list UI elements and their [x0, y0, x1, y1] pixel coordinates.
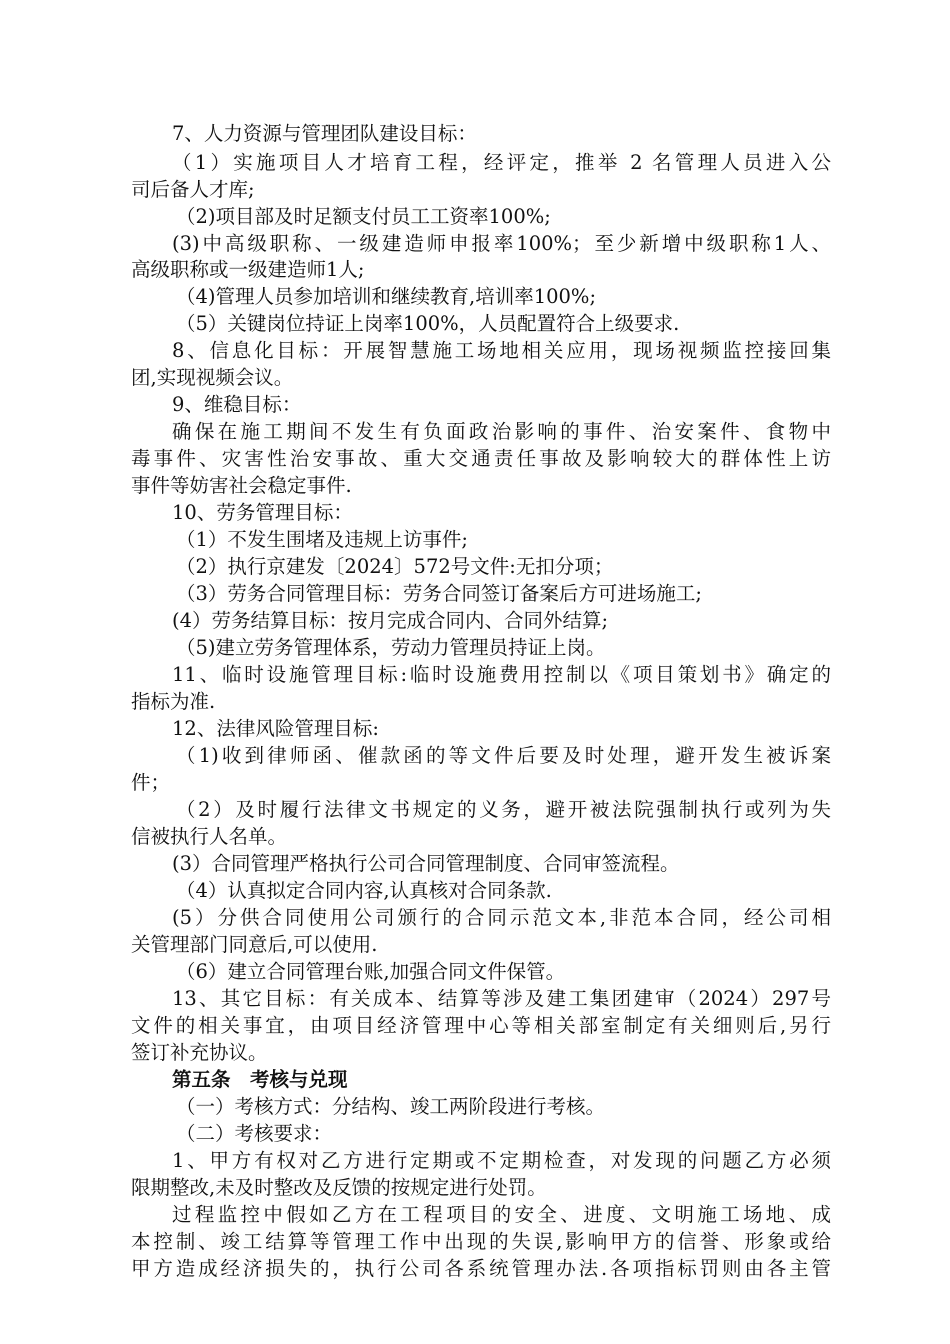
- paragraph-line: (3)中高级职称、一级建造师申报率100%；至少新增中级职称1人、: [172, 232, 831, 255]
- paragraph-line: 团,实现视频会议。: [131, 366, 294, 389]
- heading-it-goals: 8、信息化目标：开展智慧施工场地相关应用，现场视频监控接回集: [172, 339, 831, 362]
- heading-hr-goals: 7、人力资源与管理团队建设目标：: [172, 122, 477, 145]
- paragraph-line: 甲方造成经济损失的，执行公司各系统管理办法.各项指标罚则由各主管: [131, 1257, 831, 1280]
- heading-legal-risk-goals: 12、法律风险管理目标:: [172, 717, 379, 740]
- paragraph-line: 限期整改,未及时整改及反馈的按规定进行处罚。: [131, 1176, 547, 1199]
- paragraph-line: 件；: [131, 771, 171, 794]
- paragraph-line: （1)收到律师函、催款函的等文件后要及时处理，避开发生被诉案: [176, 744, 831, 767]
- paragraph-line: （5)建立劳务管理体系，劳动力管理员持证上岗。: [176, 636, 606, 659]
- paragraph-line: 签订补充协议。: [131, 1041, 268, 1064]
- paragraph-line: （1）实施项目人才培育工程，经评定，推举 2 名管理人员进入公: [172, 151, 831, 174]
- paragraph-line: 事件等妨害社会稳定事件.: [131, 474, 352, 497]
- paragraph-line: 毒事件、灾害性治安事故、重大交通责任事故及影响较大的群体性上访: [131, 447, 831, 470]
- paragraph-line: （一）考核方式：分结构、竣工两阶段进行考核。: [176, 1095, 606, 1118]
- paragraph-line: 信被执行人名单。: [131, 825, 288, 848]
- heading-other-goals: 13、其它目标：有关成本、结算等涉及建工集团建审（2024）297号: [172, 987, 831, 1010]
- paragraph-line: (4）劳务结算目标：按月完成合同内、合同外结算;: [172, 609, 609, 632]
- paragraph-line: 过程监控中假如乙方在工程项目的安全、进度、文明施工场地、成: [172, 1203, 831, 1226]
- paragraph-line: （二）考核要求：: [176, 1122, 333, 1145]
- paragraph-line: （1）不发生围堵及违规上访事件;: [176, 528, 468, 551]
- paragraph-line: （4)管理人员参加培训和继续教育,培训率100%;: [176, 285, 597, 308]
- paragraph-line: 指标为准.: [131, 690, 216, 713]
- paragraph-line: 文件的相关事宜，由项目经济管理中心等相关部室制定有关细则后,另行: [131, 1014, 831, 1037]
- paragraph-line: （2)项目部及时足额支付员工工资率100%;: [176, 205, 551, 228]
- paragraph-line: 1、甲方有权对乙方进行定期或不定期检查，对发现的问题乙方必须: [172, 1149, 831, 1172]
- paragraph-line: （4）认真拟定合同内容,认真核对合同条款.: [176, 879, 552, 902]
- heading-temp-facility-goals: 11、临时设施管理目标:临时设施费用控制以《项目策划书》确定的: [172, 663, 831, 686]
- heading-stability-goals: 9、维稳目标：: [172, 393, 302, 416]
- paragraph-line: （2）执行京建发〔2024〕572号文件:无扣分项；: [176, 555, 614, 578]
- paragraph-line: 确保在施工期间不发生有负面政治影响的事件、治安案件、食物中: [172, 420, 831, 443]
- paragraph-line: （5）关键岗位持证上岗率100%，人员配置符合上级要求.: [176, 312, 680, 335]
- paragraph-line: （6）建立合同管理台账,加强合同文件保管。: [176, 960, 566, 983]
- article-5-heading: 第五条 考核与兑现: [172, 1068, 348, 1091]
- heading-labor-goals: 10、劳务管理目标：: [172, 501, 353, 524]
- paragraph-line: （2）及时履行法律文书规定的义务，避开被法院强制执行或列为失: [176, 798, 831, 821]
- paragraph-line: (5）分供合同使用公司颁行的合同示范文本,非范本合同，经公司相: [172, 906, 831, 929]
- paragraph-line: 本控制、竣工结算等管理工作中出现的失误,影响甲方的信誉、形象或给: [131, 1230, 831, 1253]
- paragraph-line: 关管理部门同意后,可以使用.: [131, 933, 378, 956]
- paragraph-line: （3）劳务合同管理目标：劳务合同签订备案后方可进场施工;: [176, 582, 702, 605]
- paragraph-line: 高级职称或一级建造师1人;: [131, 258, 365, 281]
- paragraph-line: (3）合同管理严格执行公司合同管理制度、合同审签流程。: [172, 852, 680, 875]
- paragraph-line: 司后备人才库;: [131, 178, 255, 201]
